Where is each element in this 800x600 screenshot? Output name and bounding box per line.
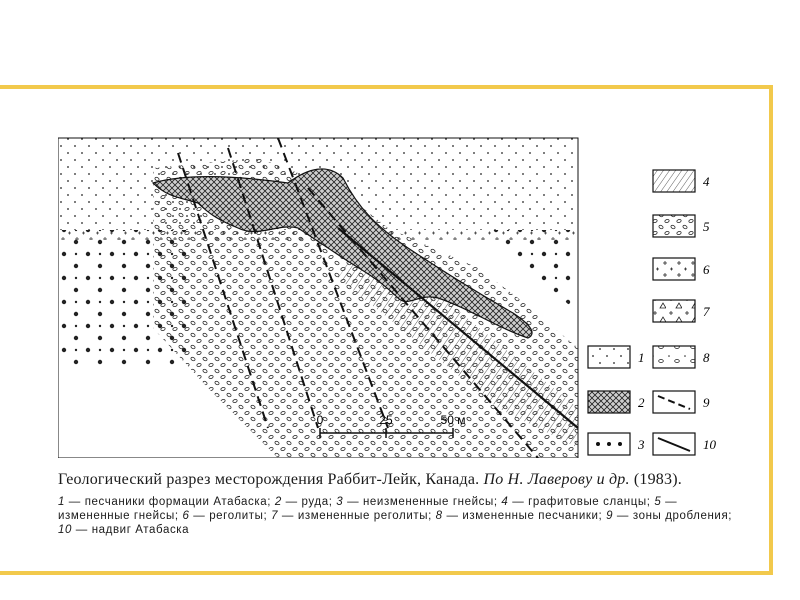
legend-box-1-label: 1 — [638, 350, 645, 365]
legend-box-10 — [653, 433, 717, 455]
legend-box-1 — [588, 346, 645, 368]
legend-box-10-label: 10 — [703, 437, 716, 452]
legend-entry: 7 — измененные реголиты; — [271, 510, 432, 522]
legend-box-7 — [653, 300, 710, 322]
legend-box-6-label: 6 — [703, 262, 710, 277]
legend-entry: 6 — реголиты; — [182, 510, 268, 522]
legend-box-6 — [653, 258, 710, 280]
legend-entry: 2 — руда; — [274, 496, 333, 508]
legend-box-7-label: 7 — [703, 304, 710, 319]
caption-legend — [58, 495, 738, 537]
legend-box-5 — [653, 215, 710, 237]
section-body — [58, 138, 578, 458]
legend-box-8 — [653, 346, 710, 368]
legend-box-5-label: 5 — [703, 219, 710, 234]
legend-box-4 — [653, 170, 710, 192]
geologic-section-diagram — [58, 128, 718, 458]
legend-box-9 — [653, 391, 710, 413]
legend-box-4-label: 4 — [703, 174, 710, 189]
caption-title — [58, 470, 738, 489]
legend-entry: 5 — измененные гнейсы; — [58, 496, 678, 522]
caption-title-year: (1983). — [633, 471, 682, 488]
legend-entry: 9 — зоны дробления; — [606, 510, 733, 522]
figure-caption — [58, 470, 738, 537]
legend-entry: 10 — надвиг Атабаска — [58, 524, 190, 536]
legend-box-3-label: 3 — [638, 437, 645, 452]
caption-title-main: Геологический разрез месторождения Раббит-Лейк, Канада. — [58, 471, 480, 488]
legend-boxes — [588, 170, 717, 455]
legend-box-2 — [588, 391, 645, 413]
legend-box-2-label: 2 — [638, 395, 645, 410]
caption-title-authors: По Н. Лаверову и др. — [483, 471, 630, 488]
legend-box-9-label: 9 — [703, 395, 710, 410]
legend-entry: 8 — измененные песчаники; — [435, 510, 603, 522]
legend-box-8-label: 8 — [703, 350, 710, 365]
scale-tick-25: 25 — [379, 413, 393, 427]
scale-tick-0: 0 — [316, 413, 324, 427]
legend-entry: 1 — песчаники формации Атабаска; — [58, 496, 272, 508]
legend-box-3 — [588, 433, 645, 455]
legend-entry: 3 — неизмененные гнейсы; — [336, 496, 498, 508]
scale-tick-50: 50 м — [440, 413, 466, 427]
legend-entry: 4 — графитовые сланцы; — [501, 496, 651, 508]
